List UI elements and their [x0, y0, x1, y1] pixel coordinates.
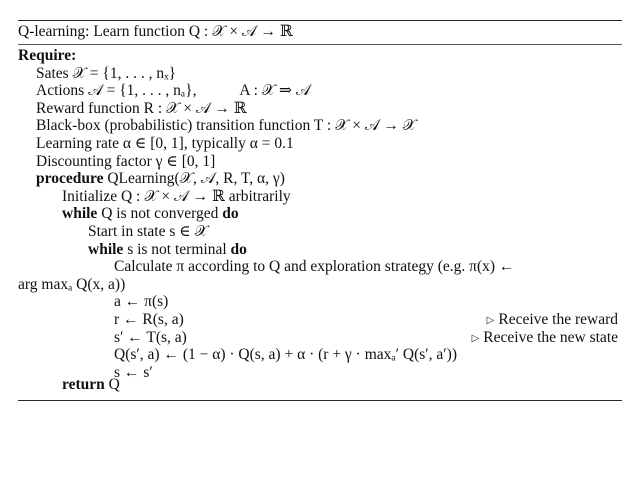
procedure-line [18, 170, 622, 188]
return-keyword: return [62, 376, 105, 394]
require-label: Require: [18, 47, 77, 64]
start-state-line: Start in state s ∈ 𝒳 [88, 222, 208, 240]
caption-rule [18, 44, 622, 45]
procedure-keyword: procedure [36, 170, 104, 188]
do-keyword: do [222, 205, 239, 223]
triangle-right-icon: ▷ [471, 332, 480, 344]
procedure-name: QLearning(𝒳, 𝒜, R, T, α, γ) [107, 170, 285, 188]
comment [487, 311, 618, 330]
return-value: Q [108, 376, 120, 394]
comment [472, 329, 618, 348]
while-converged-line [18, 205, 622, 223]
comment-text: Receive the reward [498, 310, 618, 328]
require-reward: Reward function R : 𝒳 × 𝒜 → ℝ [36, 99, 247, 117]
step-transition [18, 329, 622, 347]
while-keyword: while [88, 240, 124, 258]
require-transition: Black-box (probabilistic) transition function T : 𝒳 × 𝒜 → 𝒳 [36, 117, 417, 135]
step-q-update [18, 346, 622, 364]
step-statement: a ← π(s) [114, 293, 169, 311]
while-condition: s is not terminal [127, 240, 227, 258]
calculate-policy-line: Calculate π according to Q and exploration strategy (e.g. π(x) ← [114, 258, 515, 276]
algorithm-caption: Q-learning: Learn function Q : 𝒳 × 𝒜 → ℝ [18, 23, 293, 40]
require-heading [18, 47, 622, 65]
require-states: Sates 𝒳 = {1, . . . , nₓ} [36, 64, 177, 82]
step-statement: s ← s′ [114, 363, 153, 381]
actions-policy: A : 𝒳 ⇒ 𝒜 [239, 82, 311, 100]
while-keyword: while [62, 205, 98, 223]
require-discount: Discounting factor γ ∈ [0, 1] [36, 152, 216, 170]
algorithm-block [18, 20, 622, 401]
init-line: Initialize Q : 𝒳 × 𝒜 → ℝ arbitrarily [62, 187, 291, 205]
while-condition: Q is not converged [101, 205, 219, 223]
calculate-policy-continuation: arg maxₐ Q(x, a)) [18, 275, 126, 293]
step-statement: s′ ← T(s, a) [114, 328, 187, 346]
step-statement: Q(s′, a) ← (1 − α) · Q(s, a) + α · (r + γ · maxₐ′ Q(s′, a′)) [114, 346, 458, 364]
require-actions [18, 82, 622, 100]
top-rule [18, 20, 622, 21]
do-keyword: do [230, 240, 247, 258]
triangle-right-icon: ▷ [486, 314, 495, 326]
bottom-rule [18, 400, 622, 401]
while-terminal-line [18, 241, 622, 259]
comment-text: Receive the new state [483, 328, 618, 346]
require-learning-rate: Learning rate α ∈ [0, 1], typically α = 0.1 [36, 134, 294, 152]
step-statement: r ← R(s, a) [114, 310, 184, 328]
step-reward [18, 311, 622, 329]
return-line [18, 376, 622, 394]
actions-text: Actions 𝒜 = {1, . . . , nₐ}, [36, 82, 197, 100]
step-action [18, 293, 622, 311]
